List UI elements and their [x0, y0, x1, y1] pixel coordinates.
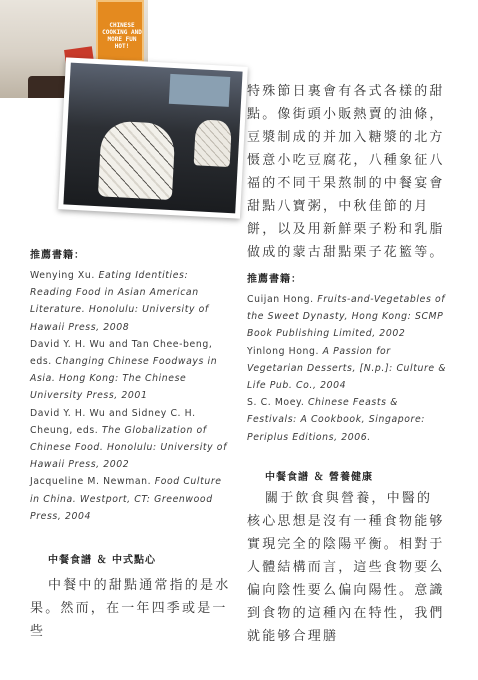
intro-body-text: 特殊節日裏會有各式各樣的甜點。像街頭小販熱賣的油條，豆漿制成的并加入糖漿的北方慑意小吃豆腐花，八種象征八福的不同干果熬制的中餐宴會甜點八寶粥，中秋佳節的月餅，以及用新鮮栗子粉和乳脂做成的蒙古甜點栗子花籃等。 — [247, 84, 445, 260]
reference-item: Cuijan Hong. Fruits-and-Vegetables of the Sweet Dynasty, Hong Kong: SCMP Book Publishing Limited, 2002 — [247, 294, 446, 340]
calligraphy-table — [98, 120, 176, 200]
photo-banquet-tables — [58, 57, 248, 218]
calligraphy-table-back — [194, 119, 232, 167]
photo-scene — [63, 63, 242, 214]
reference-item: David Y. H. Wu and Tan Chee-beng, eds. Changing Chinese Foodways in Asia. Hong Kong: The Chinese University Press, 2001 — [30, 338, 218, 402]
reference-item: David Y. H. Wu and Sidney C. H. Cheung, eds. The Globalization of Chinese Food. Honolulu: University of Hawaii Press, 2002 — [30, 407, 227, 471]
left-column — [30, 246, 234, 643]
right-column — [247, 80, 447, 648]
steamer — [28, 76, 68, 98]
section-heading-dim-sum: 中餐食譜 ＆ 中式點心 — [48, 555, 156, 567]
sign-text: CHINESE COOKING AND MORE FUN HOT! — [102, 22, 142, 50]
reference-item: Wenying Xu. Eating Identities: Reading Food in Asian American Literature. Honolulu: University of Hawaii Press, 2008 — [30, 270, 209, 333]
reference-item: S. C. Moey. Chinese Feasts & Festivals: A Cookbook, Singapore: Periplus Editions, 2006. — [247, 397, 426, 443]
reference-item: Jacqueline M. Newman. Food Culture in China. Westport, CT: Greenwood Press, 2004 — [30, 476, 222, 522]
reference-item: Yinlong Hong. A Passion for Vegetarian Desserts, [N.p.]: Culture & Life Pub. Co., 2004 — [247, 345, 447, 392]
section-body-text: 關于飲食與營養，中醫的核心思想是沒有一種食物能够實現完全的陰陽平衡。相對于人體結構而言，這些食物要么偏向陰性要么偏向陽性。意識到食物的這種內在特性，我們就能够合理膳 — [247, 490, 445, 644]
section-body-text: 中餐中的甜點通常指的是水果。然而，在一年四季或是一些 — [30, 578, 231, 640]
recommended-books-heading: 推薦書籍： — [247, 274, 302, 285]
photo-window — [169, 74, 230, 107]
recommended-books-heading: 推薦書籍： — [30, 250, 85, 261]
section-heading-nutrition: 中餐食譜 ＆ 營養健康 — [265, 471, 373, 483]
